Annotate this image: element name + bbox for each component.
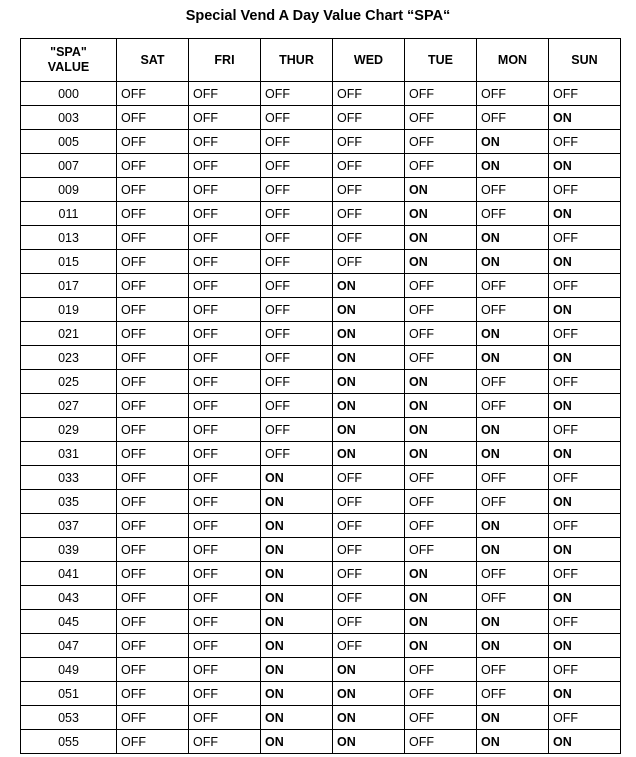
status-cell-mon: ON (477, 250, 549, 274)
status-cell-mon: ON (477, 322, 549, 346)
status-cell-sat: OFF (117, 466, 189, 490)
spa-value-cell: 025 (21, 370, 117, 394)
day-header-thur: THUR (261, 39, 333, 82)
status-cell-sun: OFF (549, 706, 621, 730)
status-cell-fri: OFF (189, 82, 261, 106)
status-cell-mon: ON (477, 730, 549, 754)
status-cell-wed: ON (333, 442, 405, 466)
status-cell-fri: OFF (189, 274, 261, 298)
status-cell-sat: OFF (117, 706, 189, 730)
status-cell-mon: OFF (477, 202, 549, 226)
status-cell-sun: OFF (549, 610, 621, 634)
status-cell-mon: ON (477, 610, 549, 634)
spa-value-cell: 041 (21, 562, 117, 586)
status-cell-fri: OFF (189, 490, 261, 514)
status-cell-tue: OFF (405, 298, 477, 322)
status-cell-sun: OFF (549, 226, 621, 250)
day-header-tue: TUE (405, 39, 477, 82)
spa-value-cell: 009 (21, 178, 117, 202)
status-cell-sat: OFF (117, 250, 189, 274)
status-cell-thur: OFF (261, 322, 333, 346)
status-cell-mon: OFF (477, 466, 549, 490)
status-cell-tue: ON (405, 442, 477, 466)
day-header-mon: MON (477, 39, 549, 82)
status-cell-tue: OFF (405, 346, 477, 370)
status-cell-thur: ON (261, 730, 333, 754)
table-body (21, 82, 621, 754)
table-row (21, 610, 621, 634)
status-cell-sat: OFF (117, 346, 189, 370)
status-cell-thur: OFF (261, 370, 333, 394)
table-row (21, 274, 621, 298)
status-cell-sat: OFF (117, 514, 189, 538)
status-cell-fri: OFF (189, 322, 261, 346)
spa-value-cell: 035 (21, 490, 117, 514)
status-cell-sun: ON (549, 586, 621, 610)
status-cell-tue: ON (405, 586, 477, 610)
chart-title: Special Vend A Day Value Chart “SPA“ (185, 8, 451, 24)
status-cell-tue: OFF (405, 82, 477, 106)
status-cell-mon: ON (477, 130, 549, 154)
status-cell-mon: OFF (477, 178, 549, 202)
status-cell-sun: ON (549, 442, 621, 466)
status-cell-wed: OFF (333, 154, 405, 178)
status-cell-wed: ON (333, 298, 405, 322)
status-cell-wed: OFF (333, 490, 405, 514)
spa-value-cell: 019 (21, 298, 117, 322)
status-cell-wed: ON (333, 418, 405, 442)
status-cell-tue: ON (405, 610, 477, 634)
status-cell-sat: OFF (117, 274, 189, 298)
status-cell-mon: ON (477, 418, 549, 442)
table-row (21, 466, 621, 490)
status-cell-sat: OFF (117, 178, 189, 202)
header-row (21, 39, 621, 82)
status-cell-mon: ON (477, 442, 549, 466)
table-row (21, 706, 621, 730)
status-cell-sun: OFF (549, 82, 621, 106)
status-cell-sat: OFF (117, 634, 189, 658)
status-cell-sat: OFF (117, 610, 189, 634)
status-cell-thur: ON (261, 562, 333, 586)
status-cell-fri: OFF (189, 154, 261, 178)
table-row (21, 202, 621, 226)
status-cell-sat: OFF (117, 298, 189, 322)
spa-value-cell: 007 (21, 154, 117, 178)
status-cell-thur: OFF (261, 274, 333, 298)
table-row (21, 418, 621, 442)
status-cell-tue: ON (405, 562, 477, 586)
status-cell-thur: ON (261, 586, 333, 610)
status-cell-mon: OFF (477, 370, 549, 394)
status-cell-tue: ON (405, 178, 477, 202)
status-cell-sun: OFF (549, 658, 621, 682)
status-cell-sun: OFF (549, 274, 621, 298)
status-cell-thur: OFF (261, 178, 333, 202)
status-cell-sun: ON (549, 538, 621, 562)
status-cell-sun: ON (549, 490, 621, 514)
status-cell-wed: ON (333, 658, 405, 682)
table-row (21, 586, 621, 610)
table-row (21, 682, 621, 706)
status-cell-sun: OFF (549, 178, 621, 202)
status-cell-sat: OFF (117, 322, 189, 346)
table-row (21, 514, 621, 538)
status-cell-tue: OFF (405, 538, 477, 562)
status-cell-thur: OFF (261, 298, 333, 322)
spa-value-cell: 051 (21, 682, 117, 706)
status-cell-tue: OFF (405, 706, 477, 730)
status-cell-tue: ON (405, 250, 477, 274)
status-cell-mon: OFF (477, 562, 549, 586)
status-cell-thur: OFF (261, 346, 333, 370)
status-cell-fri: OFF (189, 538, 261, 562)
table-row (21, 178, 621, 202)
status-cell-tue: ON (405, 418, 477, 442)
status-cell-wed: ON (333, 394, 405, 418)
status-cell-sun: ON (549, 346, 621, 370)
status-cell-wed: OFF (333, 586, 405, 610)
status-cell-fri: OFF (189, 250, 261, 274)
status-cell-tue: ON (405, 370, 477, 394)
status-cell-thur: ON (261, 634, 333, 658)
status-cell-thur: OFF (261, 418, 333, 442)
status-cell-wed: ON (333, 322, 405, 346)
status-cell-sat: OFF (117, 394, 189, 418)
status-cell-sat: OFF (117, 130, 189, 154)
status-cell-mon: OFF (477, 658, 549, 682)
status-cell-thur: ON (261, 682, 333, 706)
status-cell-tue: OFF (405, 106, 477, 130)
status-cell-sat: OFF (117, 202, 189, 226)
status-cell-wed: ON (333, 730, 405, 754)
status-cell-fri: OFF (189, 706, 261, 730)
table-row (21, 490, 621, 514)
status-cell-fri: OFF (189, 682, 261, 706)
status-cell-sun: ON (549, 154, 621, 178)
table-row (21, 634, 621, 658)
status-cell-fri: OFF (189, 514, 261, 538)
status-cell-wed: ON (333, 274, 405, 298)
status-cell-fri: OFF (189, 226, 261, 250)
spa-value-cell: 033 (21, 466, 117, 490)
status-cell-sun: OFF (549, 514, 621, 538)
status-cell-sun: ON (549, 682, 621, 706)
status-cell-wed: OFF (333, 514, 405, 538)
status-cell-sat: OFF (117, 82, 189, 106)
status-cell-fri: OFF (189, 610, 261, 634)
status-cell-tue: OFF (405, 130, 477, 154)
status-cell-sat: OFF (117, 658, 189, 682)
status-cell-wed: ON (333, 346, 405, 370)
spa-value-cell: 055 (21, 730, 117, 754)
spa-value-cell: 039 (21, 538, 117, 562)
status-cell-fri: OFF (189, 634, 261, 658)
day-header-fri: FRI (189, 39, 261, 82)
table-row (21, 130, 621, 154)
status-cell-sat: OFF (117, 370, 189, 394)
status-cell-thur: OFF (261, 250, 333, 274)
day-header-wed: WED (333, 39, 405, 82)
spa-value-cell: 043 (21, 586, 117, 610)
table-row (21, 154, 621, 178)
status-cell-sun: ON (549, 250, 621, 274)
status-cell-sun: ON (549, 394, 621, 418)
spa-value-cell: 003 (21, 106, 117, 130)
status-cell-sat: OFF (117, 538, 189, 562)
spa-value-header-line1: "SPA" (50, 45, 87, 59)
status-cell-mon: ON (477, 346, 549, 370)
status-cell-wed: OFF (333, 538, 405, 562)
status-cell-wed: OFF (333, 130, 405, 154)
day-header-sun: SUN (549, 39, 621, 82)
status-cell-wed: OFF (333, 250, 405, 274)
day-header-sat: SAT (117, 39, 189, 82)
status-cell-mon: OFF (477, 82, 549, 106)
status-cell-thur: OFF (261, 130, 333, 154)
spa-value-cell: 013 (21, 226, 117, 250)
table-row (21, 106, 621, 130)
status-cell-thur: OFF (261, 82, 333, 106)
status-cell-thur: OFF (261, 442, 333, 466)
status-cell-sat: OFF (117, 490, 189, 514)
status-cell-mon: OFF (477, 394, 549, 418)
status-cell-thur: ON (261, 466, 333, 490)
status-cell-mon: ON (477, 706, 549, 730)
status-cell-thur: OFF (261, 394, 333, 418)
status-cell-mon: ON (477, 226, 549, 250)
status-cell-sun: ON (549, 202, 621, 226)
table-row (21, 370, 621, 394)
table-row (21, 442, 621, 466)
status-cell-sat: OFF (117, 682, 189, 706)
status-cell-mon: ON (477, 538, 549, 562)
status-cell-tue: OFF (405, 322, 477, 346)
table-row (21, 226, 621, 250)
status-cell-fri: OFF (189, 130, 261, 154)
status-cell-tue: ON (405, 226, 477, 250)
status-cell-wed: OFF (333, 82, 405, 106)
spa-value-cell: 027 (21, 394, 117, 418)
status-cell-sat: OFF (117, 442, 189, 466)
status-cell-tue: OFF (405, 682, 477, 706)
status-cell-thur: ON (261, 538, 333, 562)
status-cell-mon: OFF (477, 490, 549, 514)
status-cell-fri: OFF (189, 298, 261, 322)
status-cell-fri: OFF (189, 346, 261, 370)
spa-value-cell: 015 (21, 250, 117, 274)
status-cell-tue: ON (405, 202, 477, 226)
spa-value-cell: 029 (21, 418, 117, 442)
spa-value-cell: 000 (21, 82, 117, 106)
status-cell-wed: OFF (333, 466, 405, 490)
status-cell-tue: OFF (405, 466, 477, 490)
status-cell-fri: OFF (189, 418, 261, 442)
status-cell-sun: ON (549, 634, 621, 658)
status-cell-fri: OFF (189, 586, 261, 610)
status-cell-tue: OFF (405, 274, 477, 298)
status-cell-sun: OFF (549, 370, 621, 394)
status-cell-thur: ON (261, 514, 333, 538)
status-cell-thur: ON (261, 610, 333, 634)
table-row (21, 394, 621, 418)
spa-value-header (21, 39, 117, 82)
status-cell-sat: OFF (117, 226, 189, 250)
status-cell-wed: ON (333, 370, 405, 394)
table-row (21, 250, 621, 274)
status-cell-sat: OFF (117, 106, 189, 130)
status-cell-mon: OFF (477, 682, 549, 706)
spa-value-cell: 045 (21, 610, 117, 634)
status-cell-wed: OFF (333, 610, 405, 634)
status-cell-mon: ON (477, 514, 549, 538)
status-cell-sun: ON (549, 106, 621, 130)
status-cell-wed: OFF (333, 106, 405, 130)
status-cell-sat: OFF (117, 418, 189, 442)
status-cell-wed: OFF (333, 202, 405, 226)
status-cell-sun: ON (549, 730, 621, 754)
status-cell-sun: OFF (549, 466, 621, 490)
spa-value-cell: 023 (21, 346, 117, 370)
status-cell-fri: OFF (189, 202, 261, 226)
spa-value-cell: 031 (21, 442, 117, 466)
status-cell-sun: OFF (549, 562, 621, 586)
status-cell-fri: OFF (189, 178, 261, 202)
status-cell-wed: OFF (333, 226, 405, 250)
spa-value-cell: 053 (21, 706, 117, 730)
spa-value-cell: 037 (21, 514, 117, 538)
status-cell-fri: OFF (189, 442, 261, 466)
status-cell-tue: OFF (405, 490, 477, 514)
status-cell-mon: OFF (477, 106, 549, 130)
status-cell-fri: OFF (189, 658, 261, 682)
status-cell-sat: OFF (117, 154, 189, 178)
status-cell-sun: OFF (549, 418, 621, 442)
status-cell-sun: ON (549, 298, 621, 322)
spa-value-cell: 017 (21, 274, 117, 298)
status-cell-wed: OFF (333, 178, 405, 202)
status-cell-wed: OFF (333, 562, 405, 586)
status-cell-wed: ON (333, 682, 405, 706)
status-cell-thur: OFF (261, 226, 333, 250)
status-cell-tue: OFF (405, 730, 477, 754)
table-row (21, 298, 621, 322)
status-cell-sat: OFF (117, 562, 189, 586)
status-cell-fri: OFF (189, 370, 261, 394)
status-cell-mon: OFF (477, 586, 549, 610)
status-cell-tue: OFF (405, 514, 477, 538)
table-row (21, 82, 621, 106)
status-cell-tue: ON (405, 634, 477, 658)
spa-value-cell: 011 (21, 202, 117, 226)
table-row (21, 322, 621, 346)
spa-value-header-line2: VALUE (47, 60, 90, 74)
status-cell-thur: OFF (261, 106, 333, 130)
table-row (21, 730, 621, 754)
status-cell-mon: ON (477, 154, 549, 178)
status-cell-sun: OFF (549, 322, 621, 346)
table-row (21, 346, 621, 370)
status-cell-tue: OFF (405, 658, 477, 682)
status-cell-thur: ON (261, 706, 333, 730)
status-cell-mon: OFF (477, 274, 549, 298)
status-cell-fri: OFF (189, 394, 261, 418)
spa-value-cell: 021 (21, 322, 117, 346)
status-cell-sat: OFF (117, 730, 189, 754)
status-cell-wed: OFF (333, 634, 405, 658)
status-cell-tue: OFF (405, 154, 477, 178)
status-cell-fri: OFF (189, 730, 261, 754)
status-cell-thur: ON (261, 658, 333, 682)
status-cell-mon: OFF (477, 298, 549, 322)
status-cell-fri: OFF (189, 562, 261, 586)
status-cell-sun: OFF (549, 130, 621, 154)
status-cell-sat: OFF (117, 586, 189, 610)
table-row (21, 658, 621, 682)
status-cell-mon: ON (477, 634, 549, 658)
table-row (21, 562, 621, 586)
spa-value-table (20, 38, 621, 754)
status-cell-thur: OFF (261, 202, 333, 226)
status-cell-thur: ON (261, 490, 333, 514)
table-row (21, 538, 621, 562)
spa-value-cell: 005 (21, 130, 117, 154)
spa-value-cell: 047 (21, 634, 117, 658)
status-cell-tue: ON (405, 394, 477, 418)
spa-value-cell: 049 (21, 658, 117, 682)
status-cell-thur: OFF (261, 154, 333, 178)
status-cell-fri: OFF (189, 106, 261, 130)
status-cell-fri: OFF (189, 466, 261, 490)
status-cell-wed: ON (333, 706, 405, 730)
